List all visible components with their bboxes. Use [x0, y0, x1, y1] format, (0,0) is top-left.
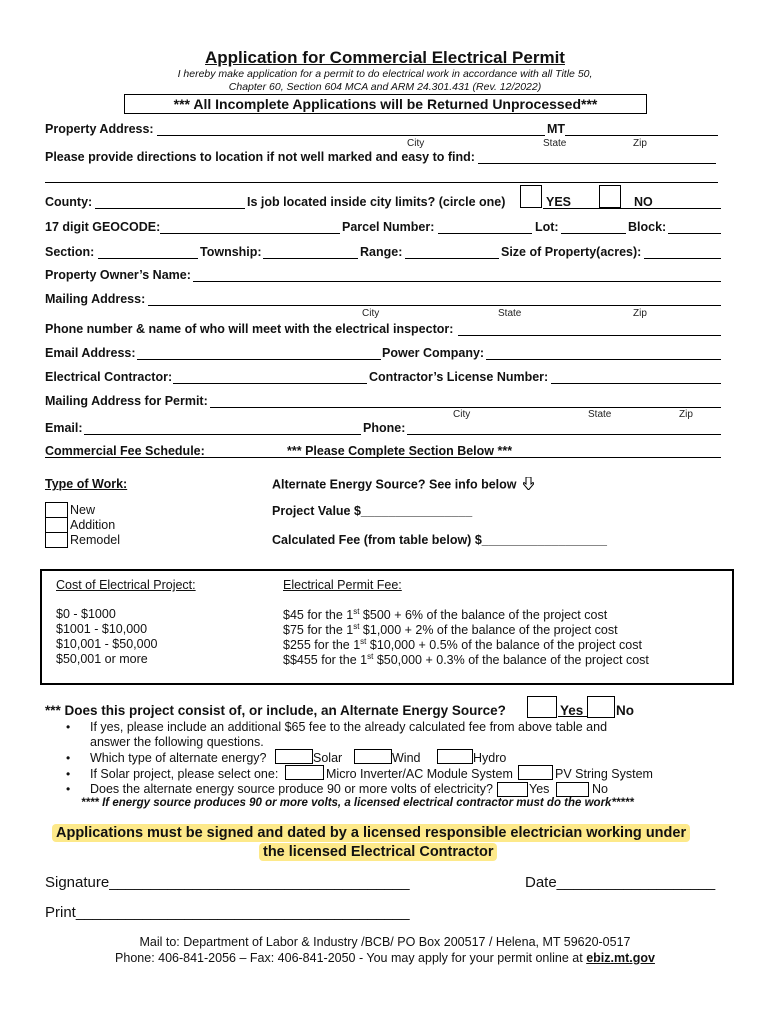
bullet-2: •	[66, 751, 71, 765]
footer-contact-text: Phone: 406-841-2056 – Fax: 406-841-2050 - You may apply for your permit online at	[115, 951, 587, 965]
new-checkbox[interactable]	[45, 502, 68, 518]
geocode-label: 17 digit GEOCODE:	[45, 220, 161, 234]
owner-line[interactable]	[193, 281, 721, 282]
property-zip-line[interactable]	[565, 135, 718, 136]
township-label: Township:	[200, 245, 262, 259]
fee-row-4-cost: $50,001 or more	[56, 652, 148, 666]
power-company-label: Power Company:	[382, 346, 485, 360]
addition-checkbox[interactable]	[45, 517, 68, 533]
size-label: Size of Property(acres):	[501, 245, 642, 259]
alt-energy-no-checkbox[interactable]	[587, 696, 615, 718]
remodel-checkbox[interactable]	[45, 532, 68, 548]
volts-no-label: No	[592, 782, 608, 796]
remodel-label: Remodel	[70, 533, 121, 547]
inside-city-no-checkbox[interactable]	[599, 185, 621, 208]
project-value-field[interactable]: Project Value $________________	[272, 504, 473, 518]
footer-contact	[0, 951, 770, 965]
date-field[interactable]: Date___________________	[525, 874, 716, 891]
fee-row-3-fee	[283, 637, 642, 652]
signature-field[interactable]: Signature____________________________________	[45, 874, 410, 891]
parcel-label: Parcel Number:	[342, 220, 435, 234]
fee-row-1-pre: $45 for the 1	[283, 608, 354, 623]
fee-row-3-sup: st	[360, 637, 367, 646]
parcel-line[interactable]	[438, 233, 532, 234]
solar-checkbox[interactable]	[275, 749, 313, 764]
alt-energy-yes-label: Yes	[560, 703, 584, 718]
license-line[interactable]	[551, 383, 721, 384]
hydro-label: Hydro	[473, 751, 507, 765]
page-title: Application for Commercial Electrical Permit	[205, 48, 565, 67]
lot-label: Lot:	[535, 220, 559, 234]
fee-row-2-post: $1,000 + 2% of the balance of the project cost	[359, 623, 618, 638]
fee-row-1-post: $500 + 6% of the balance of the project cost	[359, 608, 608, 623]
fee-row-3-cost: $10,001 - $50,000	[56, 637, 158, 651]
section-line[interactable]	[98, 258, 198, 259]
subtitle-line-1: I hereby make application for a permit to do electrical work in accordance with all Title 50,	[177, 68, 593, 80]
fee-row-1-cost: $0 - $1000	[56, 607, 116, 621]
volts-no-checkbox[interactable]	[556, 782, 589, 797]
alt-energy-no-label: No	[616, 703, 634, 718]
mailing-zip-sublabel: Zip	[633, 308, 647, 319]
fee-row-4-pre: $$455 for the 1	[283, 653, 368, 668]
email-address-label: Email Address:	[45, 346, 136, 360]
geocode-line[interactable]	[160, 233, 340, 234]
alt-energy-yes-underline	[558, 716, 588, 717]
mailing-state-sublabel: State	[498, 308, 522, 319]
fee-schedule-label: Commercial Fee Schedule:	[45, 444, 205, 458]
calculated-fee-field[interactable]: Calculated Fee (from table below) $__________________	[272, 533, 607, 547]
fee-row-1-fee	[283, 607, 607, 622]
city-sublabel: City	[407, 138, 425, 149]
inside-city-label: Is job located inside city limits? (circle one)	[247, 195, 506, 209]
down-hand-icon	[523, 477, 534, 493]
phone-inspector-label: Phone number & name of who will meet with the electrical inspector:	[45, 322, 454, 336]
lot-line[interactable]	[561, 233, 626, 234]
mailing-permit-line[interactable]	[210, 407, 721, 408]
directions-line-2[interactable]	[45, 182, 718, 183]
township-line[interactable]	[263, 258, 358, 259]
complete-below-label: *** Please Complete Section Below ***	[287, 444, 513, 458]
section-label: Section:	[45, 245, 95, 259]
fee-row-2-fee	[283, 622, 618, 637]
block-line[interactable]	[668, 233, 721, 234]
fee-table-col1-header: Cost of Electrical Project:	[56, 578, 196, 592]
mailing-line[interactable]	[148, 305, 721, 306]
county-line[interactable]	[95, 208, 245, 209]
phone-line[interactable]	[407, 434, 721, 435]
email-line[interactable]	[84, 434, 361, 435]
inside-city-yes-checkbox[interactable]	[520, 185, 542, 208]
alt-energy-prompt-text: Alternate Energy Source? See info below	[272, 477, 517, 492]
inside-city-no-label: NO	[634, 195, 653, 209]
power-company-line[interactable]	[486, 359, 721, 360]
pv-string-checkbox[interactable]	[518, 765, 553, 780]
wind-label: Wind	[392, 751, 421, 765]
size-line[interactable]	[644, 258, 721, 259]
solar-select-question: If Solar project, please select one:	[90, 767, 279, 781]
directions-line-1[interactable]	[478, 163, 716, 164]
permit-state-sublabel: State	[588, 409, 612, 420]
directions-label: Please provide directions to location if not well marked and easy to find:	[45, 150, 475, 164]
micro-inverter-label: Micro Inverter/AC Module System	[326, 767, 513, 781]
mt-label: MT	[547, 122, 566, 136]
inside-city-yes-label: YES	[546, 195, 572, 209]
property-address-line[interactable]	[157, 135, 545, 136]
bullet-1-line-2: answer the following questions.	[90, 735, 264, 749]
fee-row-2-sup: st	[353, 622, 360, 631]
footer-mail-to: Mail to: Department of Labor & Industry /BCB/ PO Box 200517 / Helena, MT 59620-0517	[139, 935, 631, 949]
alt-type-question: Which type of alternate energy?	[90, 751, 267, 765]
volts-question: Does the alternate energy source produce 90 or more volts of electricity?	[90, 782, 493, 796]
alt-energy-yes-checkbox[interactable]	[527, 696, 557, 718]
contractor-line[interactable]	[173, 383, 367, 384]
signing-notice-line-2: the licensed Electrical Contractor	[259, 843, 497, 861]
fee-row-4-sup: st	[367, 652, 374, 661]
volts-yes-checkbox[interactable]	[497, 782, 528, 797]
fee-row-3-pre: $255 for the 1	[283, 638, 361, 653]
mailing-city-sublabel: City	[362, 308, 380, 319]
permit-city-sublabel: City	[453, 409, 471, 420]
hydro-checkbox[interactable]	[437, 749, 473, 764]
bullet-4: •	[66, 782, 71, 796]
fee-row-4-post: $50,000 + 0.3% of the balance of the project cost	[373, 653, 649, 668]
owner-label: Property Owner’s Name:	[45, 268, 191, 282]
property-address-label: Property Address:	[45, 122, 154, 136]
zip-sublabel: Zip	[633, 138, 647, 149]
incomplete-banner: *** All Incomplete Applications will be Returned Unprocessed***	[124, 94, 647, 114]
mailing-label: Mailing Address:	[45, 292, 146, 306]
print-field[interactable]: Print________________________________________	[45, 904, 410, 921]
licensed-contractor-note: **** If energy source produces 90 or more volts, a licensed electrical contractor must do the work*****	[81, 797, 634, 809]
subtitle-line-2: Chapter 60, Section 604 MCA and ARM 24.301.431 (Rev. 12/2022)	[228, 81, 542, 93]
solar-label: Solar	[313, 751, 343, 765]
pv-string-label: PV String System	[555, 767, 653, 781]
range-label: Range:	[360, 245, 403, 259]
bullet-3: •	[66, 767, 71, 781]
mailing-permit-label: Mailing Address for Permit:	[45, 394, 208, 408]
phone-label: Phone:	[363, 421, 406, 435]
inside-city-line	[543, 208, 721, 209]
state-sublabel: State	[543, 138, 567, 149]
alt-energy-question: *** Does this project consist of, or include, an Alternate Energy Source?	[45, 703, 506, 718]
county-label: County:	[45, 195, 93, 209]
phone-inspector-line[interactable]	[458, 335, 721, 336]
block-label: Block:	[628, 220, 667, 234]
fee-row-4-fee	[283, 652, 649, 667]
ebiz-link[interactable]: ebiz.mt.gov	[586, 951, 655, 965]
fee-row-1-sup: st	[353, 607, 360, 616]
range-line[interactable]	[405, 258, 499, 259]
fee-table-col2-header: Electrical Permit Fee:	[283, 578, 402, 592]
contractor-label: Electrical Contractor:	[45, 370, 173, 384]
alt-energy-prompt	[272, 477, 534, 493]
addition-label: Addition	[70, 518, 116, 532]
email-address-line[interactable]	[137, 359, 381, 360]
fee-row-2-pre: $75 for the 1	[283, 623, 354, 638]
new-label: New	[70, 503, 96, 517]
bullet-1: •	[66, 720, 71, 734]
fee-row-2-cost: $1001 - $10,000	[56, 622, 148, 636]
micro-inverter-checkbox[interactable]	[285, 765, 324, 780]
bullet-1-line-1: If yes, please include an additional $65 fee to the already calculated fee from above table and	[90, 720, 608, 734]
signing-notice-line-1: Applications must be signed and dated by a licensed responsible electrician working under	[52, 824, 690, 842]
permit-zip-sublabel: Zip	[679, 409, 693, 420]
license-label: Contractor’s License Number:	[369, 370, 549, 384]
volts-yes-label: Yes	[529, 782, 550, 796]
wind-checkbox[interactable]	[354, 749, 392, 764]
email-label: Email:	[45, 421, 83, 435]
type-of-work-label: Type of Work:	[45, 477, 128, 491]
fee-row-3-post: $10,000 + 0.5% of the balance of the project cost	[366, 638, 642, 653]
